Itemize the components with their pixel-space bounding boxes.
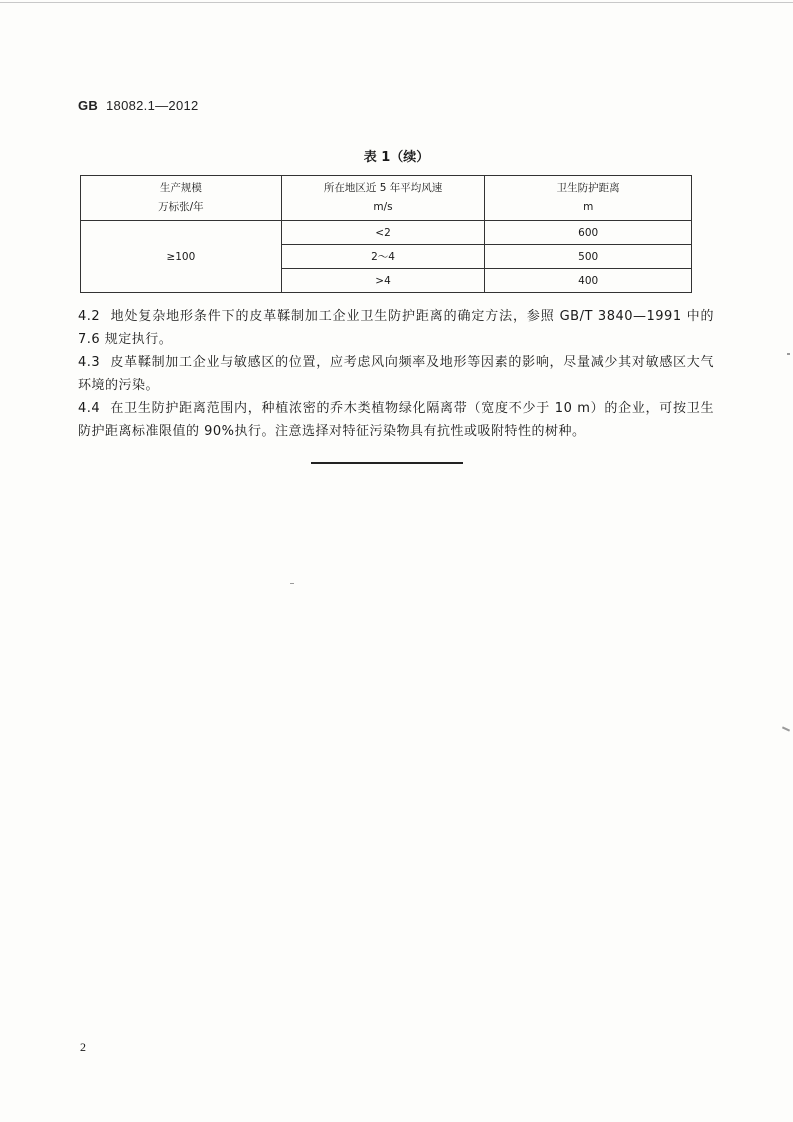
clause-4-4 bbox=[78, 397, 714, 443]
distance-table bbox=[80, 175, 692, 293]
clause-4-2 bbox=[78, 305, 714, 351]
header-protection-distance bbox=[485, 176, 692, 221]
header-wind-speed bbox=[281, 176, 485, 221]
scan-speck bbox=[787, 353, 790, 355]
scale-cell: ≥100 bbox=[81, 221, 282, 293]
wind-cell: <2 bbox=[281, 221, 485, 245]
clause-number: 4.2 bbox=[78, 309, 101, 324]
header-unit: m/s bbox=[373, 201, 393, 213]
table-row bbox=[81, 221, 692, 245]
header-label: 所在地区近 5 年平均风速 bbox=[323, 182, 443, 194]
distance-cell: 400 bbox=[485, 269, 692, 293]
header-label: 生产规模 bbox=[159, 182, 202, 194]
scan-speck bbox=[782, 726, 790, 731]
scan-speck bbox=[290, 583, 294, 584]
distance-cell: 600 bbox=[485, 221, 692, 245]
wind-cell: >4 bbox=[281, 269, 485, 293]
header-label: 卫生防护距离 bbox=[556, 182, 620, 194]
clause-text: 地处复杂地形条件下的皮革鞣制加工企业卫生防护距离的确定方法，参照 GB/T 3840—1991 中的 7.6 规定执行。 bbox=[78, 309, 714, 347]
clause-number: 4.3 bbox=[78, 355, 101, 370]
standard-prefix: GB bbox=[78, 98, 99, 113]
page-header bbox=[78, 98, 199, 113]
header-production-scale bbox=[81, 176, 282, 221]
table-caption: 表 1（续） bbox=[363, 150, 430, 165]
clause-text: 皮革鞣制加工企业与敏感区的位置，应考虑风向频率及地形等因素的影响，尽量减少其对敏感区大气环境的污染。 bbox=[78, 355, 714, 393]
header-unit: m bbox=[583, 201, 594, 213]
wind-cell: 2～4 bbox=[281, 245, 485, 269]
header-unit: 万标张/年 bbox=[158, 201, 204, 213]
clause-4-3 bbox=[78, 351, 714, 397]
distance-cell: 500 bbox=[485, 245, 692, 269]
standard-number: 18082.1—2012 bbox=[106, 98, 199, 113]
clause-number: 4.4 bbox=[78, 401, 101, 416]
end-of-text-rule bbox=[311, 462, 463, 464]
scan-top-edge bbox=[0, 2, 793, 3]
page-number: 2 bbox=[80, 1040, 86, 1054]
clause-text: 在卫生防护距离范围内，种植浓密的乔木类植物绿化隔离带（宽度不少于 10 m）的企业，可按卫生防护距离标准限值的 90%执行。注意选择对特征污染物具有抗性或吸附特性的树种。 bbox=[78, 401, 714, 439]
table-header-row bbox=[81, 176, 692, 221]
